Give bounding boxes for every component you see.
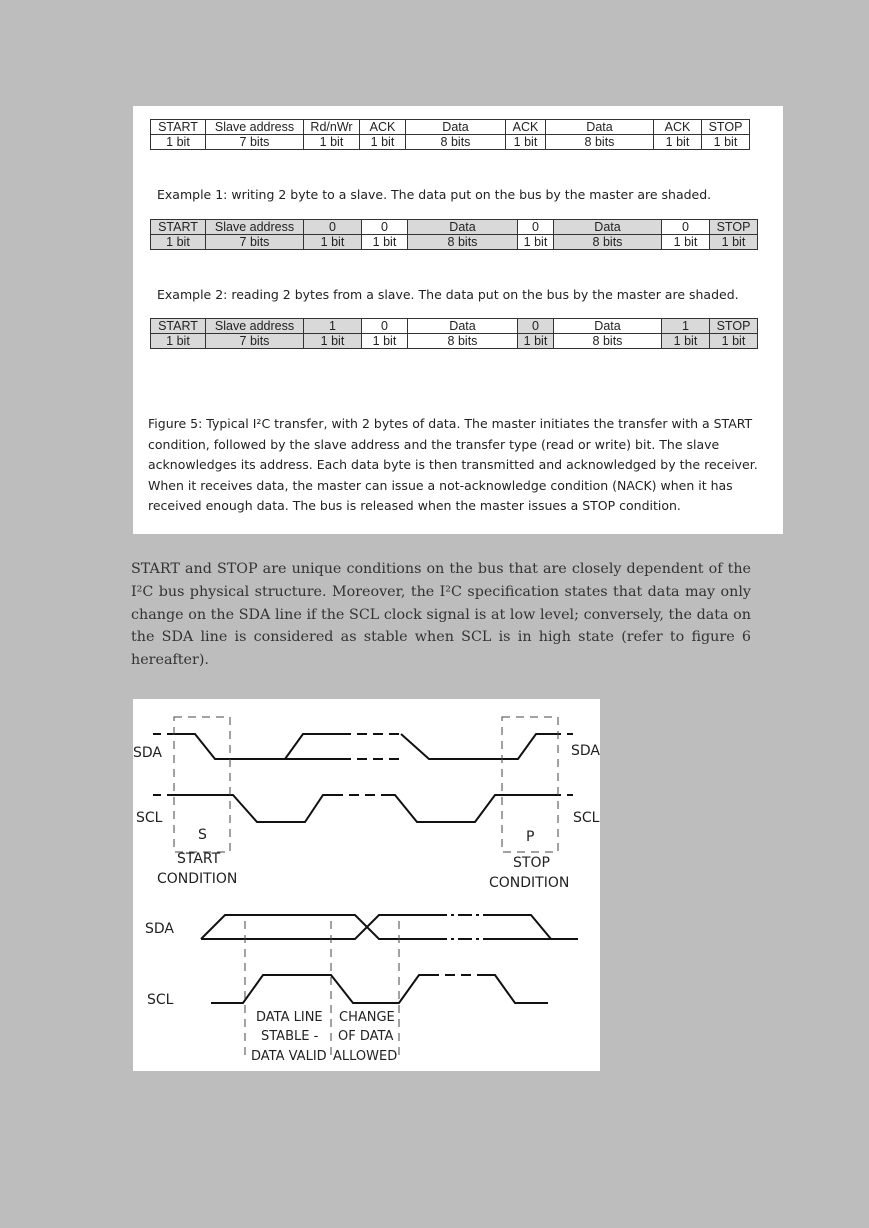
sda-wave-bottom (201, 915, 433, 939)
frame-cell: 7 bits (206, 334, 304, 349)
frame-cell: 1 bit (304, 135, 360, 150)
frame-cell: Data (554, 319, 662, 334)
frame-cell: 1 bit (151, 135, 206, 150)
body-paragraph: START and STOP are unique conditions on the bus that are closely dependent of the I²C bus physical structure. Moreover, the I²C specification states that data may only change on the SDA line if the SCL clock signal is at low level; conversely, the data on the SDA line is considered as stable when SCL is in high state (refer to figure 6 hereafter). (131, 561, 751, 669)
example-2-caption: Example 2: reading 2 bytes from a slave. The data put on the bus by the master are shaded. (157, 287, 739, 302)
start-label-line-1: START (177, 851, 221, 867)
frame-cell: 0 (518, 220, 554, 235)
frame-cell: 0 (662, 220, 710, 235)
frame-cell: 1 bit (151, 334, 206, 349)
frame-cell: ACK (506, 120, 546, 135)
frame-cell: 1 bit (360, 135, 406, 150)
figure-5-panel (133, 106, 783, 534)
frame-cell: START (151, 120, 206, 135)
stop-symbol: P (526, 829, 535, 845)
stable-line-3: DATA VALID (251, 1049, 327, 1064)
frame-cell: 7 bits (206, 135, 304, 150)
frame-cell: 1 bit (662, 334, 710, 349)
frame-cell: 1 bit (304, 334, 362, 349)
sda-wave-top-end (401, 734, 553, 759)
frame-cell: ACK (654, 120, 702, 135)
scl-label-top-left: SCL (136, 810, 163, 826)
frame-cell: 1 bit (702, 135, 750, 150)
frame-cell: ACK (360, 120, 406, 135)
frame-cell: 1 bit (662, 235, 710, 250)
frame-cell: 8 bits (406, 135, 506, 150)
start-label-line-2: CONDITION (157, 871, 238, 887)
frame-cell: 1 bit (710, 235, 758, 250)
scl-label-bottom: SCL (147, 992, 174, 1008)
stable-line-2: STABLE - (261, 1029, 319, 1044)
i2c-frame-format-table (150, 119, 750, 150)
stop-label-line-2: CONDITION (489, 875, 570, 891)
frame-cell: 0 (304, 220, 362, 235)
example-1-caption: Example 1: writing 2 byte to a slave. The data put on the bus by the master are shaded. (157, 187, 712, 202)
sda-label-top-left: SDA (133, 745, 162, 761)
frame-cell: 8 bits (408, 334, 518, 349)
frame-label-row (151, 319, 758, 334)
frame-cell: 0 (362, 220, 408, 235)
frame-cell: 1 bit (710, 334, 758, 349)
frame-cell: 7 bits (206, 235, 304, 250)
scl-wave-bottom (211, 975, 429, 1003)
frame-cell: Slave address (206, 120, 304, 135)
change-line-3: ALLOWED (333, 1049, 398, 1064)
frame-cell: START (151, 220, 206, 235)
frame-cell: 1 (304, 319, 362, 334)
frame-cell: 0 (518, 319, 554, 334)
data-stability-labels (251, 1010, 397, 1064)
example-1-table (150, 219, 758, 250)
frame-label-row (151, 220, 758, 235)
frame-cell: 1 bit (304, 235, 362, 250)
frame-cell: Data (546, 120, 654, 135)
frame-cell: Data (406, 120, 506, 135)
frame-cell: 1 bit (506, 135, 546, 150)
frame-cell: STOP (710, 319, 758, 334)
frame-size-row (151, 334, 758, 349)
sda-label-top-right: SDA (571, 743, 600, 759)
scl-label-top-right: SCL (573, 810, 600, 826)
frame-cell: Slave address (206, 319, 304, 334)
frame-cell: 1 bit (362, 334, 408, 349)
sda-label-bottom: SDA (145, 921, 174, 937)
frame-cell: STOP (702, 120, 750, 135)
frame-cell: 1 bit (362, 235, 408, 250)
frame-cell: 8 bits (554, 235, 662, 250)
frame-cell: START (151, 319, 206, 334)
frame-cell: 8 bits (408, 235, 518, 250)
frame-label-row (151, 120, 750, 135)
frame-size-row (151, 235, 758, 250)
frame-cell: 8 bits (546, 135, 654, 150)
frame-cell: 1 bit (151, 235, 206, 250)
frame-cell: 1 bit (518, 235, 554, 250)
change-line-1: CHANGE (339, 1010, 395, 1025)
frame-cell: 8 bits (554, 334, 662, 349)
frame-cell: Data (408, 220, 518, 235)
figure-5-caption: Figure 5: Typical I²C transfer, with 2 bytes of data. The master initiates the transfer with a START condition, followed by the slave address and the transfer type (read or write) bit. The slave acknowledges its address. Each data byte is then transmitted and acknowledged by the receiver. When it receives data, the master can issue a not-acknowledge condition (NACK) when it has received enough data. The bus is released when the master issues a STOP condition. (148, 416, 758, 514)
scl-wave-top (173, 795, 333, 822)
frame-cell: Slave address (206, 220, 304, 235)
frame-cell: STOP (710, 220, 758, 235)
frame-cell: 1 bit (654, 135, 702, 150)
example-2-table (150, 318, 758, 349)
stable-line-1: DATA LINE (256, 1010, 323, 1025)
frame-size-row (151, 135, 750, 150)
start-symbol: S (198, 827, 207, 843)
frame-cell: Rd/nWr (304, 120, 360, 135)
i2c-timing-diagram (133, 699, 600, 1071)
frame-cell: 1 (662, 319, 710, 334)
frame-cell: Data (408, 319, 518, 334)
diagram-labels (133, 743, 600, 1008)
sda-wave-top (173, 734, 341, 759)
change-line-2: OF DATA (338, 1029, 394, 1044)
frame-cell: Data (554, 220, 662, 235)
stop-label-line-1: STOP (513, 855, 550, 871)
frame-cell: 0 (362, 319, 408, 334)
frame-cell: 1 bit (518, 334, 554, 349)
